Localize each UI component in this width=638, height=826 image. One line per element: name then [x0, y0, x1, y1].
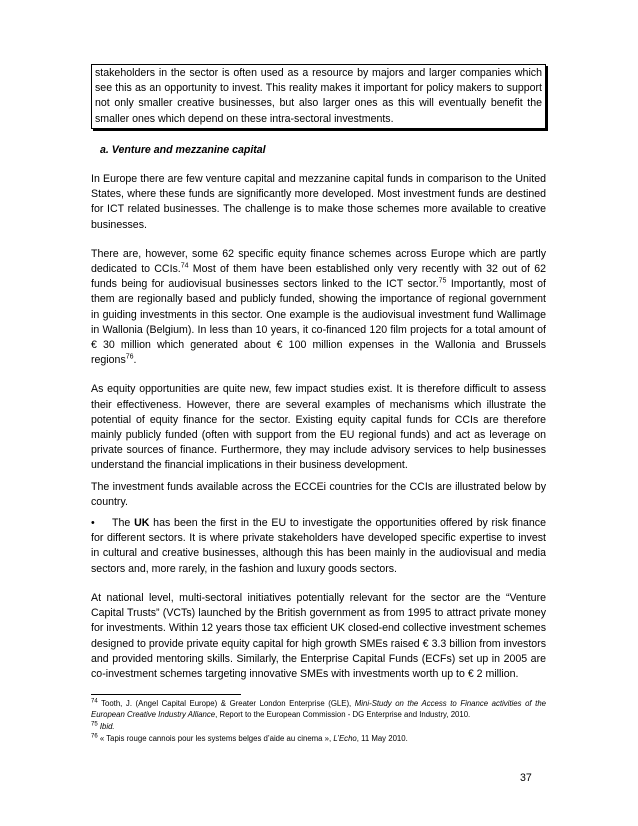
footnote-text-b: , Report to the European Commission - DG Enterprise and Industry, 2010.: [215, 709, 471, 719]
page-content: [91, 64, 546, 747]
page-number: 37: [520, 772, 532, 784]
paragraph-2-text-c: Importantly, most of them are regionally based and publicly funded, showing the importance of regional government in guiding investments in this sector. One example is the audiovisual investment fund Wallimage in Wallonia (Belgium). In less than 10 years, it co-financed 120 film projects for a total amount of € 30 million which generated about € 100 million expenses in the Wallonia and Brussels regions: [91, 278, 546, 367]
footnote-text-a: « Tapis rouge cannois pour les systems belges d’aide au cinema »,: [97, 734, 334, 744]
paragraph-3: As equity opportunities are quite new, few impact studies exist. It is therefore difficult to assess their effectiveness. However, there are several examples of mechanisms which illustrate the potential of equity finance for the sector. Existing equity capital funds for CCIs are therefore mainly publicly funded (often with support from the EU regional funds) and act as leverage on private sources of finance. Furthermore, they may include advisory services to help businesses understand the financial implications in their business development.: [91, 383, 546, 472]
footnote-italic: L’Echo: [333, 734, 357, 744]
bullet-bold-term: UK: [134, 517, 150, 530]
footnote-ref-75: 75: [438, 277, 447, 285]
footnote-74: [91, 699, 546, 720]
paragraph-2-text-b: Most of them have been established only very recently with 32 out of 62 funds being for audiovisual businesses sectors linked to the ICT sector.: [91, 263, 546, 291]
section-heading: a. Venture and mezzanine capital: [100, 143, 266, 156]
footnote-number: 76: [91, 733, 98, 740]
boxed-paragraph: stakeholders in the sector is often used as a resource by majors and larger companies which see this as an opportunity to invest. This reality makes it important for policy makers to support not only smaller creative businesses, but also larger ones as this will eventually benefit the smaller ones which depend on these intra-sectoral investments.: [91, 64, 546, 129]
paragraph-2-text-d: .: [133, 354, 137, 367]
footnote-ref-76: 76: [125, 353, 134, 361]
paragraph-2-text-a: There are, however, some 62 specific equity finance schemes across Europe which are partly dedicated to CCIs.: [91, 247, 546, 276]
paragraph-2: [91, 247, 546, 369]
footnote-text-b: , 11 May 2010.: [356, 734, 408, 744]
paragraph-4: The investment funds available across the ECCEi countries for the CCIs are illustrated below by country.: [91, 480, 546, 508]
footnote-number: 74: [91, 698, 98, 705]
bullet-lead: The: [112, 517, 135, 530]
footnote-ref-74: 74: [180, 262, 189, 270]
footnote-text-a: Tooth, J. (Angel Capital Europe) & Greater London Enterprise (GLE),: [97, 699, 355, 709]
footnote-76: [91, 734, 546, 744]
footnote-italic: Mini-Study on the Access to Finance activities of the European Creative Industry Alliance: [91, 699, 546, 719]
footnote-separator: [91, 694, 241, 695]
paragraph-1: In Europe there are few venture capital and mezzanine capital funds in comparison to the United States, where these funds are significantly more developed. Most investment funds are destined for ICT related businesses. The challenge is to make those schemes more available to creative businesses.: [91, 173, 546, 231]
bullet-text: has been the first in the EU to investigate the opportunities offered by risk finance for different sectors. It is where private stakeholders have developed specific expertise to invest in cultural and creative businesses, although this has been mainly in the audiovisual and media sectors and, more rarely, in the fashion and luxury goods sectors.: [91, 517, 546, 575]
footnote-italic: Ibid.: [99, 721, 115, 731]
bullet-icon: •: [91, 517, 95, 530]
paragraph-5: At national level, multi-sectoral initiatives potentially relevant for the sector are the “Venture Capital Trusts” (VCTs) launched by the British government as from 1995 to attract private money for investments. Within 12 years those tax efficient UK closed-end collective investment schemes designed to provide private equity capital for high growth SMEs raised € 3.3 billion from investors and provided mentoring skills. Similarly, the Enterprise Capital Funds (ECFs) set up in 2005 are co-investment schemes targeting innovative SMEs with investments worth up to € 2 million.: [91, 591, 546, 680]
footnote-75: [91, 722, 546, 732]
bullet-item-uk: [91, 516, 546, 577]
footnote-number: 75: [91, 721, 98, 728]
